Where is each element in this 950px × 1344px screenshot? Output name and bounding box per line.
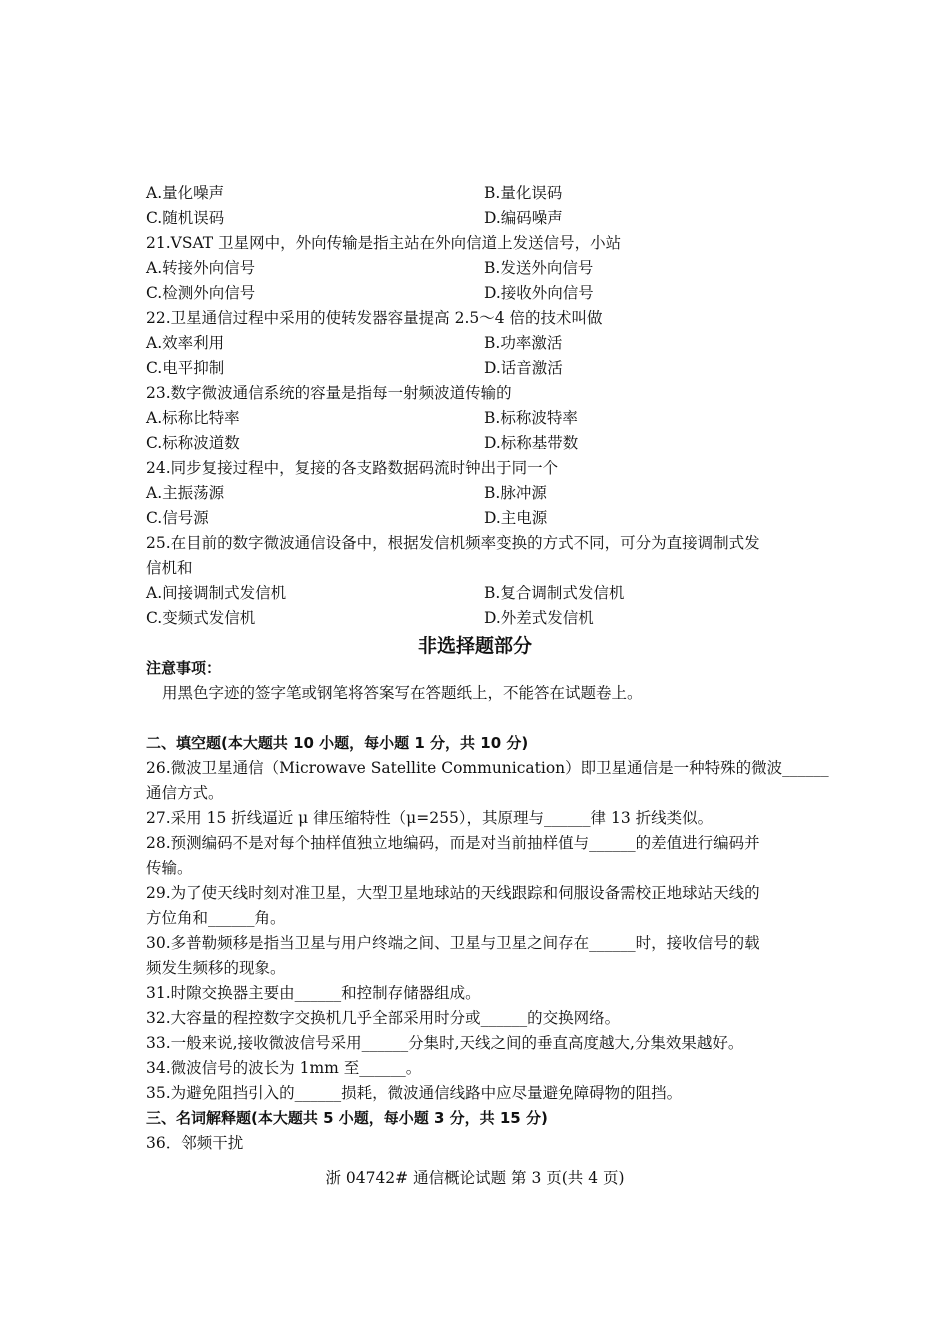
question-28-line2: 传输。 <box>146 859 193 877</box>
question-30-line1: 30.多普勒频移是指当卫星与用户终端之间、卫星与卫星之间存在______时，接收信号的载 <box>146 934 760 952</box>
option-d: D.编码噪声 <box>484 209 563 227</box>
question-28-line1: 28.预测编码不是对每个抽样值独立地编码，而是对当前抽样值与______的差值进行编码并 <box>146 834 760 852</box>
notice-text: 用黑色字迹的签字笔或钢笔将答案写在答题纸上，不能答在试题卷上。 <box>162 684 643 702</box>
part3-title: 三、名词解释题(本大题共 5 小题，每小题 3 分，共 15 分) <box>146 1109 548 1127</box>
option-b: B.量化误码 <box>484 184 563 202</box>
question-26-line1: 26.微波卫星通信（Microwave Satellite Communication）即卫星通信是一种特殊的微波______ <box>146 759 829 777</box>
q25-option-a: A.间接调制式发信机 <box>146 584 287 602</box>
q22-option-b: B.功率激活 <box>484 334 563 352</box>
question-21-stem: 21.VSAT 卫星网中，外向传输是指主站在外向信道上发送信号，小站 <box>146 234 622 252</box>
q24-option-d: D.主电源 <box>484 509 548 527</box>
question-23-stem: 23.数字微波通信系统的容量是指每一射频波道传输的 <box>146 384 512 402</box>
question-26-line2: 通信方式。 <box>146 784 224 802</box>
q22-option-d: D.话音激活 <box>484 359 563 377</box>
q25-option-c: C.变频式发信机 <box>146 609 256 627</box>
q21-option-c: C.检测外向信号 <box>146 284 256 302</box>
q21-option-b: B.发送外向信号 <box>484 259 594 277</box>
q24-option-a: A.主振荡源 <box>146 484 225 502</box>
question-29-line2: 方位角和______角。 <box>146 909 286 927</box>
question-25-stem-line1: 25.在目前的数字微波通信设备中，根据发信机频率变换的方式不同，可分为直接调制式发 <box>146 534 760 552</box>
question-34: 34.微波信号的波长为 1mm 至______。 <box>146 1059 422 1077</box>
question-30-line2: 频发生频移的现象。 <box>146 959 286 977</box>
option-a: A.量化噪声 <box>146 184 225 202</box>
q22-option-c: C.电平抑制 <box>146 359 225 377</box>
q23-option-c: C.标称波道数 <box>146 434 240 452</box>
notice-label: 注意事项： <box>146 659 222 677</box>
section-title: 非选择题部分 <box>417 635 532 657</box>
q23-option-b: B.标称波特率 <box>484 409 578 427</box>
question-25-stem-line2: 信机和 <box>146 559 193 577</box>
question-33: 33.一般来说,接收微波信号采用______分集时,天线之间的垂直高度越大,分集效果越好。 <box>146 1034 744 1052</box>
question-22-stem: 22.卫星通信过程中采用的使转发器容量提高 2.5～4 倍的技术叫做 <box>146 309 603 327</box>
question-35: 35.为避免阻挡引入的______损耗，微波通信线路中应尽量避免障碍物的阻挡。 <box>146 1084 683 1102</box>
q22-option-a: A.效率利用 <box>146 334 225 352</box>
page-footer: 浙 04742# 通信概论试题 第 3 页(共 4 页) <box>325 1169 625 1187</box>
q25-option-d: D.外差式发信机 <box>484 609 594 627</box>
q24-option-b: B.脉冲源 <box>484 484 547 502</box>
question-27: 27.采用 15 折线逼近 μ 律压缩特性（μ=255），其原理与______律 13 折线类似。 <box>146 809 714 827</box>
q25-option-b: B.复合调制式发信机 <box>484 584 625 602</box>
q21-option-d: D.接收外向信号 <box>484 284 594 302</box>
q24-option-c: C.信号源 <box>146 509 209 527</box>
question-29-line1: 29.为了使天线时刻对准卫星，大型卫星地球站的天线跟踪和伺服设备需校正地球站天线的 <box>146 884 760 902</box>
option-c: C.随机误码 <box>146 209 225 227</box>
part2-title: 二、填空题(本大题共 10 小题，每小题 1 分，共 10 分) <box>146 734 529 752</box>
question-32: 32.大容量的程控数字交换机几乎全部采用时分或______的交换网络。 <box>146 1009 621 1027</box>
question-36: 36．邻频干扰 <box>146 1134 244 1152</box>
q23-option-a: A.标称比特率 <box>146 409 240 427</box>
question-31: 31.时隙交换器主要由______和控制存储器组成。 <box>146 984 481 1002</box>
q21-option-a: A.转接外向信号 <box>146 259 256 277</box>
question-24-stem: 24.同步复接过程中，复接的各支路数据码流时钟出于同一个 <box>146 459 559 477</box>
q23-option-d: D.标称基带数 <box>484 434 579 452</box>
